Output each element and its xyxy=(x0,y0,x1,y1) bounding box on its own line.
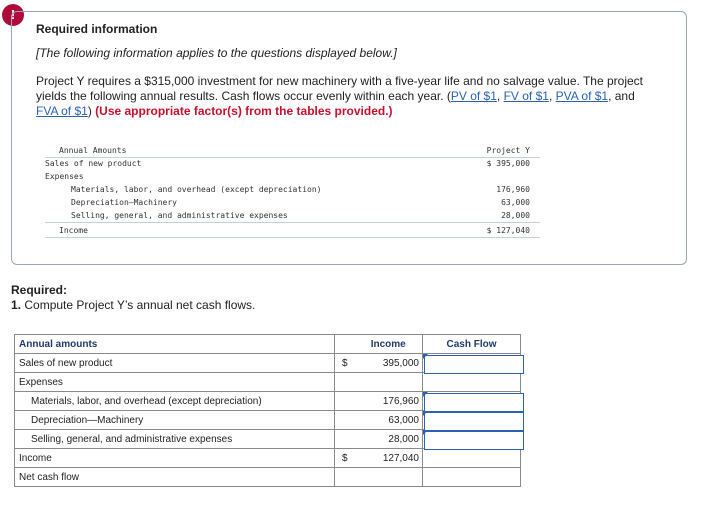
answer-row-label: Net cash flow xyxy=(15,468,335,487)
table-row-value: $ 127,040 xyxy=(486,226,530,235)
table-row-value: $ 395,000 xyxy=(486,159,530,168)
info-paragraph: Project Y requires a $315,000 investment for new machinery with a five-year life and no salvage value. The project yields the following annual results. Cash flows occur evenly within each year. (PV of $1, FV of $1, PVA of $1, and FVA of $1) (Use appropriate factor(s) from the tables provided.) xyxy=(36,74,644,118)
income-value: 176,960 xyxy=(355,392,423,411)
dollar-sign: $ xyxy=(335,354,355,373)
table-row-label: Sales of new product xyxy=(45,159,142,168)
answer-header-row xyxy=(15,335,521,354)
answer-row-label: Expenses xyxy=(15,373,335,392)
table-row xyxy=(15,411,521,430)
cash-flow-cell xyxy=(423,354,521,373)
info-title: Required information xyxy=(36,22,158,36)
table-row xyxy=(45,223,540,238)
answer-row-label: Income xyxy=(15,449,335,468)
table-row-label: Income xyxy=(59,226,88,235)
table-row-label: Depreciation—Machinery xyxy=(71,198,177,207)
table-row xyxy=(45,158,540,171)
answer-row-label: Materials, labor, and overhead (except depreciation) xyxy=(15,392,335,411)
question-text: Compute Project Y’s annual net cash flows. xyxy=(24,298,256,312)
cash-flow-input-materials[interactable] xyxy=(424,393,524,412)
project-y-table xyxy=(45,145,540,238)
flag-icon xyxy=(423,411,428,416)
income-value: 395,000 xyxy=(355,354,423,373)
info-note: [The following information applies to the questions displayed below.] xyxy=(36,46,397,60)
answer-row-label: Depreciation—Machinery xyxy=(15,411,335,430)
table-header-project: Project Y xyxy=(486,146,530,155)
table-row xyxy=(45,171,540,184)
table-row xyxy=(15,392,521,411)
table-row-value: 28,000 xyxy=(501,211,530,220)
table-row xyxy=(15,430,521,449)
info-paragraph-text: Project Y requires a $315,000 investment for new machinery with a five-year life and no salvage value. The project yields the following annual results. Cash flows occur evenly within each year. ( xyxy=(36,74,644,103)
table-row-label: Selling, general, and administrative expenses xyxy=(71,211,288,220)
answer-row-label: Sales of new product xyxy=(15,354,335,373)
cash-flow-cell xyxy=(423,430,521,449)
answer-table xyxy=(14,334,521,487)
cash-flow-cell xyxy=(423,411,521,430)
required-question xyxy=(11,298,255,312)
income-value: 127,040 xyxy=(355,449,423,468)
income-value: 28,000 xyxy=(355,430,423,449)
dollar-sign: $ xyxy=(335,449,355,468)
flag-icon xyxy=(423,354,428,359)
question-number: 1. xyxy=(11,298,22,312)
table-row xyxy=(45,184,540,197)
table-row-value: 63,000 xyxy=(501,198,530,207)
exclamation-icon: ! xyxy=(2,4,24,26)
table-row xyxy=(45,210,540,223)
cash-flow-cell xyxy=(423,392,521,411)
cash-flow-input-selling[interactable] xyxy=(424,431,524,450)
answer-row-label: Selling, general, and administrative expenses xyxy=(15,430,335,449)
table-row-label: Expenses xyxy=(45,172,84,181)
flag-icon xyxy=(423,392,428,397)
income-value: 63,000 xyxy=(355,411,423,430)
table-row-label: Materials, labor, and overhead (except depreciation) xyxy=(71,185,322,194)
table-row-value: 176,960 xyxy=(496,185,530,194)
instruction-emphasis: (Use appropriate factor(s) from the tables provided.) xyxy=(95,104,393,118)
link-fva-of-1[interactable]: FVA of $1 xyxy=(36,104,88,118)
answer-header-label: Annual amounts xyxy=(15,335,335,354)
answer-header-income: Income xyxy=(355,335,423,354)
table-header-row xyxy=(45,145,540,158)
link-pva-of-1[interactable]: PVA of $1 xyxy=(555,89,609,103)
required-heading: Required: xyxy=(11,283,68,297)
link-pv-of-1[interactable]: PV of $1 xyxy=(450,89,497,103)
table-row xyxy=(15,449,521,468)
table-header-label: Annual Amounts xyxy=(59,146,127,155)
flag-icon xyxy=(423,430,428,435)
cash-flow-input-sales[interactable] xyxy=(424,355,524,374)
answer-header-cash-flow: Cash Flow xyxy=(423,335,521,354)
table-row xyxy=(15,373,521,392)
cash-flow-input-depreciation[interactable] xyxy=(424,412,524,431)
table-row xyxy=(15,354,521,373)
link-fv-of-1[interactable]: FV of $1 xyxy=(503,89,549,103)
table-row xyxy=(45,197,540,210)
table-row xyxy=(15,468,521,487)
